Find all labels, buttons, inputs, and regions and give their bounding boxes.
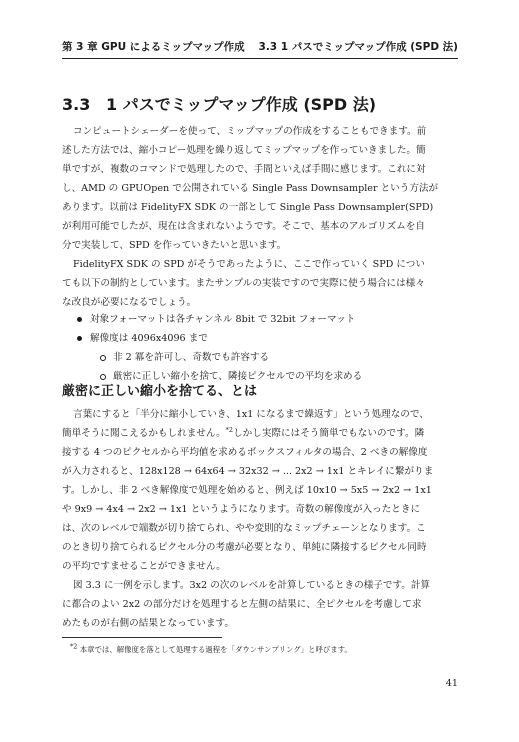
paragraph-line: あります。以前は FidelityFX SDK の一部として Single Pass Downsampler(SPD) xyxy=(62,202,434,213)
paragraph-line: や 9x9 → 4x4 → 2x2 → 1x1 というようになります。奇数の解像度が入ったときに xyxy=(62,504,421,515)
paragraph-1 xyxy=(62,122,458,255)
paragraph-line: 単ですが、複数のコマンドで処理したので、手間といえば手間に感じます。これに対 xyxy=(62,164,426,175)
bullet-item: 対象フォーマットは各チャンネル 8bit で 32bit フォーマット xyxy=(90,310,355,329)
paragraph-line: めたものが右側の結果となっています。 xyxy=(62,618,234,629)
paragraph-line: が入力されると、128x128 → 64x64 → 32x32 → ... 2x2 → 1x1 とキレイに繋がりま xyxy=(62,466,434,477)
paragraph-line: の平均ですませることができません。 xyxy=(62,561,226,572)
paragraph-line: し、AMD の GPUOpen で公開されている Single Pass Downsampler という方法が xyxy=(62,183,439,194)
paragraph-line: 簡単そうに聞こえるかもしれません。$^{*2}$しかし実際にはそう簡単でもないのです。隣 xyxy=(62,425,425,439)
header-section: 3.3 1 パスでミップマップ作成 (SPD 法) xyxy=(258,41,458,53)
paragraph-line: 図 3.3 に一例を示します。3x2 の次のレベルを計算しているときの様子です。計算 xyxy=(73,580,431,591)
paragraph-2 xyxy=(62,255,458,312)
paragraph-line: に都合のよい 2x2 の部分だけを処理すると左側の結果に、全ピクセルを考慮して求 xyxy=(62,599,422,610)
paragraph-line: 述した方法では、縮小コピー処理を繰り返してミップマップを作っていきました。簡 xyxy=(62,145,426,156)
bullet-dot-icon xyxy=(77,317,82,322)
running-header xyxy=(62,39,458,55)
footnote-rule xyxy=(62,637,222,638)
paragraph-line: な改良が必要になるでしょう。 xyxy=(62,297,197,308)
footnote-text: 本章では、解像度を落として処理する過程を「ダウンサンプリング」と呼びます。 xyxy=(79,645,352,654)
footnote-mark: *2 xyxy=(70,642,78,651)
footnote xyxy=(70,644,352,655)
paragraph-line: が利用可能でしたが、現在は含まれないようです。そこで、基本のアルゴリズムを自 xyxy=(62,221,426,232)
paragraph-line: FidelityFX SDK の SPD がそうであったように、ここで作っていく SPD につい xyxy=(73,259,425,270)
section-title xyxy=(62,92,458,115)
paragraph-3 xyxy=(62,405,458,576)
sub-bullet-item: 厳密に正しい縮小を捨て、隣接ピクセルでの平均を求める xyxy=(113,367,362,386)
header-rule xyxy=(62,58,458,59)
paragraph-line: コンピュートシェーダーを使って、ミップマップの作成をすることもできます。前 xyxy=(73,126,427,137)
paragraph-line: 接する 4 つのピクセルから平均値を求めるボックスフィルタの場合、2 べきの解像度 xyxy=(62,447,428,458)
footnote-reference: *2 xyxy=(225,425,234,434)
subsection-title: 厳密に正しい縮小を捨てる、とは xyxy=(62,384,258,399)
section-number: 3.3 xyxy=(62,95,91,114)
paragraph-line: 分で実装して、SPD を作っていきたいと思います。 xyxy=(62,240,287,251)
paragraph-4 xyxy=(62,576,458,633)
header-chapter: 第 3 章 GPU によるミップマップ作成 xyxy=(62,41,245,53)
paragraph-line: は、次のレベルで端数が切り捨てられ、やや変則的なミップチェーンとなります。こ xyxy=(62,523,426,534)
bullet-dot-icon xyxy=(77,336,82,341)
bullet-item: 解像度は 4096x4096 まで xyxy=(90,329,208,348)
sub-bullet-item: 非 2 冪を許可し、奇数でも許容する xyxy=(113,348,269,367)
paragraph-line: のとき切り捨てられるピクセル分の考慮が必要となり、単純に隣接するピクセル同時 xyxy=(62,542,427,553)
bullet-circle-icon xyxy=(100,374,106,380)
page-number: 41 xyxy=(445,678,458,689)
paragraph-line: 言葉にすると「半分に縮小していき、1x1 になるまで繰返す」という処理なので、 xyxy=(73,409,429,420)
paragraph-line: ても以下の制約としています。またサンプルの実装ですので実際に使う場合には様々 xyxy=(62,278,425,289)
bullet-circle-icon xyxy=(100,355,106,361)
section-title-text: 1 パスでミップマップ作成 (SPD 法) xyxy=(106,95,377,114)
paragraph-line: す。しかし、非 2 べき解像度で処理を始めると、例えば 10x10 → 5x5 → 2x2 → 1x1 xyxy=(62,485,432,496)
